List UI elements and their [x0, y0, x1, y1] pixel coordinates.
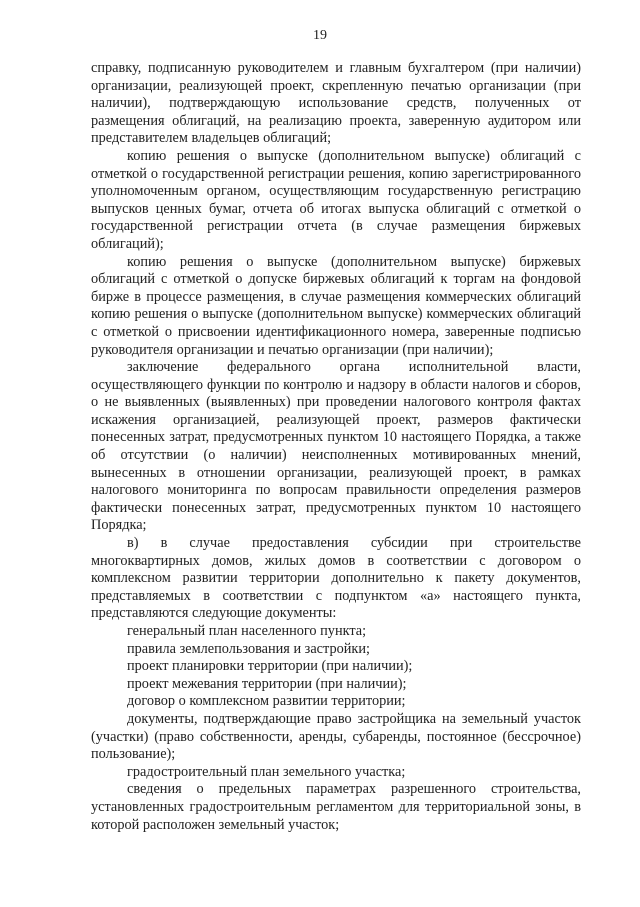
list-item-development-agreement: договор о комплексном развитии территории;	[127, 693, 406, 710]
paragraph-tax-authority-conclusion: заключение федерального органа исполнительной власти, осуществляющего функции по контролю и надзору в области налогов и сборов, о не выявленных (выявленных) при проведении налогового контроля фактах искажения организацией, реализующей проект, размеров фактически понесенных затрат, предусмотренных пунктом 10 настоящего Порядка, а также об отсутствии (о наличии) неисполненных мотивированных мнений, вынесенных в отношении организации, реализующей проект, в рамках налогового мониторинга по вопросам правильности определения размеров фактически понесенных затрат, предусмотренных пунктом 10 настоящего Порядка;	[91, 359, 581, 534]
list-item-urban-plan: градостроительный план земельного участка;	[127, 763, 406, 780]
document-body	[91, 60, 581, 834]
list-item-land-rights-documents: документы, подтверждающие право застройщика на земельный участок (участки) (право собственности, аренды, субаренды, постоянное (бессрочное) пользование);	[91, 710, 581, 763]
paragraph-exchange-bond-decision-copy: копию решения о выпуске (дополнительном выпуске) биржевых облигаций с отметкой о допуске биржевых облигаций к торгам на фондовой бирже в процессе размещения, в случае размещения коммерческих облигаций копию решения о выпуске (дополнительном выпуске) коммерческих облигаций с отметкой о присвоении идентификационного номера, заверенные подписью руководителя организации и печатью организации (при наличии);	[91, 253, 581, 358]
list-item-general-plan: генеральный план населенного пункта;	[127, 623, 367, 639]
list-item-planning-project: проект планировки территории (при наличии);	[127, 658, 413, 675]
list-item-surveying-project: проект межевания территории (при наличии);	[127, 675, 407, 692]
page-number: 19	[313, 28, 327, 43]
paragraph-certificate: справку, подписанную руководителем и главным бухгалтером (при наличии) организации, реализующей проект, скрепленную печатью организации (при наличии), подтверждающую использование средств, полученных от размещения облигаций, на реализацию проекта, заверенную аудитором или представителем владельцев облигаций;	[91, 60, 581, 147]
list-item-construction-parameters: сведения о предельных параметрах разрешенного строительства, установленных градостроительным регламентом для территориальной зоны, в которой расположен земельный участок;	[91, 781, 581, 833]
paragraph-subsidy-case-v: в) в случае предоставления субсидии при строительстве многоквартирных домов, жилых домов в соответствии с договором о комплексном развитии территории дополнительно к пакету документов, представляемых в соответствии с подпунктом «а» настоящего пункта, представляются следующие документы:	[91, 535, 581, 622]
list-item-land-use-rules: правила землепользования и застройки;	[127, 640, 370, 657]
paragraph-bond-decision-copy: копию решения о выпуске (дополнительном выпуске) облигаций с отметкой о государственной регистрации решения, копию зарегистрированного уполномоченным органом, осуществляющим государственную регистрацию выпусков ценных бумаг, отчета об итогах выпуска облигаций с отметкой о государственной регистрации отчета (в случае размещения биржевых облигаций);	[91, 147, 581, 252]
